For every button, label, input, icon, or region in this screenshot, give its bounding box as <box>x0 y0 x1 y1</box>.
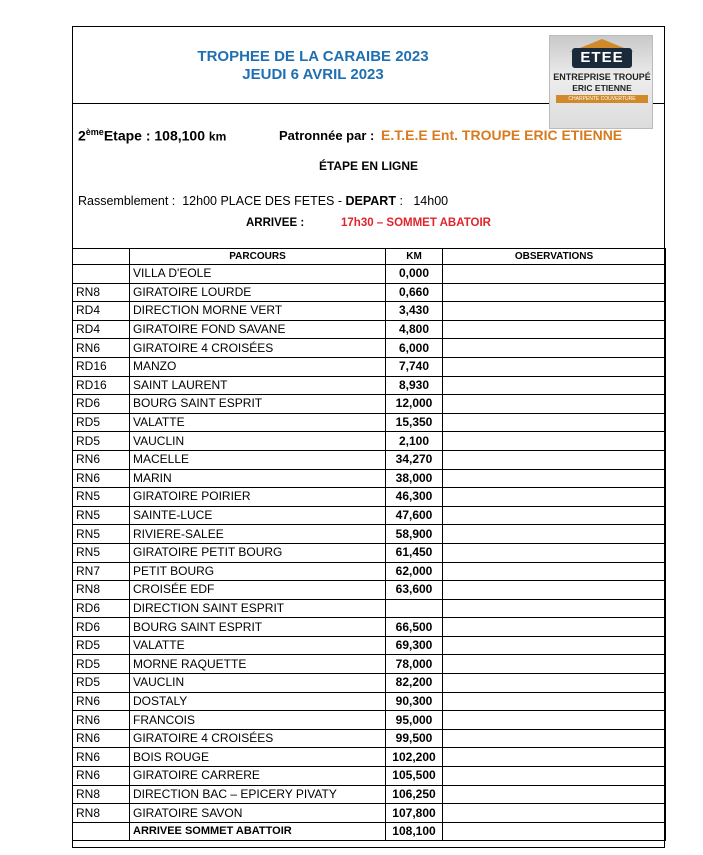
observation-cell <box>443 581 666 600</box>
place-cell: GIRATOIRE FOND SAVANE <box>130 320 386 339</box>
road-cell: RD4 <box>73 320 130 339</box>
observation-cell <box>443 711 666 730</box>
road-cell: RN6 <box>73 469 130 488</box>
km-cell: 62,000 <box>386 562 443 581</box>
table-row <box>73 618 666 637</box>
road-cell: RD5 <box>73 636 130 655</box>
place-cell: MARIN <box>130 469 386 488</box>
table-row <box>73 599 666 618</box>
stage-info <box>78 127 226 144</box>
place-cell: VALATTE <box>130 413 386 432</box>
place-cell: GIRATOIRE LOURDE <box>130 283 386 302</box>
stage-type: ÉTAPE EN LIGNE <box>318 159 419 173</box>
table-row <box>73 674 666 693</box>
place-cell: SAINT LAURENT <box>130 376 386 395</box>
place-cell: GIRATOIRE 4 CROISÉES <box>130 729 386 748</box>
table-row <box>73 357 666 376</box>
observation-cell <box>443 432 666 451</box>
km-cell: 38,000 <box>386 469 443 488</box>
observation-cell <box>443 767 666 786</box>
road-cell: RN6 <box>73 692 130 711</box>
table-row <box>73 822 666 841</box>
observation-cell <box>443 785 666 804</box>
observation-cell <box>443 636 666 655</box>
observation-cell <box>443 469 666 488</box>
place-cell: VAUCLIN <box>130 432 386 451</box>
km-cell: 58,900 <box>386 525 443 544</box>
observation-cell <box>443 302 666 321</box>
observation-cell <box>443 413 666 432</box>
logo-line2: ERIC ETIENNE <box>572 83 632 93</box>
road-cell: RD16 <box>73 376 130 395</box>
table-row <box>73 265 666 284</box>
stage-label: Etape : <box>103 127 151 144</box>
place-cell: DIRECTION MORNE VERT <box>130 302 386 321</box>
observation-cell <box>443 543 666 562</box>
km-cell: 15,350 <box>386 413 443 432</box>
table-row <box>73 692 666 711</box>
observation-cell <box>443 692 666 711</box>
observation-cell <box>443 748 666 767</box>
rassemblement-label: Rassemblement : <box>78 194 176 208</box>
place-cell: VAUCLIN <box>130 674 386 693</box>
depart-colon: : <box>399 194 403 208</box>
place-cell: PETIT BOURG <box>130 562 386 581</box>
table-row <box>73 711 666 730</box>
arrivee-value: 17h30 – SOMMET ABATOIR <box>341 217 491 229</box>
observation-cell <box>443 674 666 693</box>
table-row <box>73 562 666 581</box>
table-row <box>73 488 666 507</box>
table-row <box>73 767 666 786</box>
observation-cell <box>443 822 666 841</box>
km-cell: 66,500 <box>386 618 443 637</box>
road-cell: RD5 <box>73 655 130 674</box>
observation-cell <box>443 506 666 525</box>
observation-cell <box>443 376 666 395</box>
table-row <box>73 543 666 562</box>
road-cell: RD5 <box>73 432 130 451</box>
observation-cell <box>443 339 666 358</box>
place-cell: VALATTE <box>130 636 386 655</box>
road-cell: RN6 <box>73 339 130 358</box>
observation-cell <box>443 618 666 637</box>
table-row <box>73 655 666 674</box>
route-table <box>72 248 666 841</box>
table-row <box>73 581 666 600</box>
road-cell: RN6 <box>73 748 130 767</box>
km-cell: 2,100 <box>386 432 443 451</box>
header-observations: OBSERVATIONS <box>443 249 666 265</box>
road-cell: RN6 <box>73 767 130 786</box>
km-cell: 107,800 <box>386 804 443 823</box>
km-cell: 46,300 <box>386 488 443 507</box>
observation-cell <box>443 320 666 339</box>
observation-cell <box>443 265 666 284</box>
place-cell: MACELLE <box>130 450 386 469</box>
table-row <box>73 729 666 748</box>
table-row <box>73 413 666 432</box>
place-cell: BOIS ROUGE <box>130 748 386 767</box>
place-cell: BOURG SAINT ESPRIT <box>130 618 386 637</box>
road-cell: RN8 <box>73 804 130 823</box>
place-cell: DIRECTION BAC – EPICERY PIVATY <box>130 785 386 804</box>
km-cell: 0,660 <box>386 283 443 302</box>
km-cell: 12,000 <box>386 395 443 414</box>
table-row <box>73 748 666 767</box>
sponsor-label: Patronnée par : <box>279 128 375 143</box>
observation-cell <box>443 283 666 302</box>
place-cell: SAINTE-LUCE <box>130 506 386 525</box>
km-cell: 78,000 <box>386 655 443 674</box>
table-row <box>73 432 666 451</box>
table-row <box>73 283 666 302</box>
event-date: JEUDI 6 AVRIL 2023 <box>242 66 384 83</box>
observation-cell <box>443 599 666 618</box>
road-cell <box>73 822 130 841</box>
observation-cell <box>443 525 666 544</box>
place-cell: GIRATOIRE 4 CROISÉES <box>130 339 386 358</box>
place-cell: GIRATOIRE CARRERE <box>130 767 386 786</box>
road-cell: RD16 <box>73 357 130 376</box>
place-cell: ARRIVEE SOMMET ABATTOIR <box>130 822 386 841</box>
table-row <box>73 525 666 544</box>
place-cell: MANZO <box>130 357 386 376</box>
road-cell: RN8 <box>73 581 130 600</box>
place-cell: RIVIERE-SALEE <box>130 525 386 544</box>
place-cell: MORNE RAQUETTE <box>130 655 386 674</box>
km-cell: 61,450 <box>386 543 443 562</box>
road-cell: RN5 <box>73 543 130 562</box>
table-row <box>73 320 666 339</box>
km-cell: 34,270 <box>386 450 443 469</box>
km-cell: 102,200 <box>386 748 443 767</box>
observation-cell <box>443 450 666 469</box>
table-row <box>73 804 666 823</box>
road-cell: RN8 <box>73 785 130 804</box>
sponsor-logo <box>549 35 653 129</box>
table-row <box>73 339 666 358</box>
road-cell: RN6 <box>73 729 130 748</box>
road-cell: RD6 <box>73 599 130 618</box>
table-row <box>73 302 666 321</box>
road-cell: RN5 <box>73 488 130 507</box>
km-cell: 99,500 <box>386 729 443 748</box>
observation-cell <box>443 488 666 507</box>
header-band <box>73 27 664 104</box>
km-cell: 69,300 <box>386 636 443 655</box>
place-cell: VILLA D'EOLE <box>130 265 386 284</box>
km-cell: 82,200 <box>386 674 443 693</box>
road-cell: RN6 <box>73 450 130 469</box>
km-cell: 47,600 <box>386 506 443 525</box>
km-cell: 63,600 <box>386 581 443 600</box>
road-cell: RD4 <box>73 302 130 321</box>
km-cell: 6,000 <box>386 339 443 358</box>
stage-number: 2 <box>78 127 86 144</box>
table-row <box>73 785 666 804</box>
stage-distance: 108,100 <box>154 127 205 144</box>
observation-cell <box>443 395 666 414</box>
place-cell: FRANCOIS <box>130 711 386 730</box>
place-cell: GIRATOIRE SAVON <box>130 804 386 823</box>
depart-label: DEPART <box>345 194 396 208</box>
observation-cell <box>443 357 666 376</box>
road-cell: RN5 <box>73 525 130 544</box>
observation-cell <box>443 655 666 674</box>
km-cell: 4,800 <box>386 320 443 339</box>
sponsor-name: E.T.E.E Ent. TROUPE ERIC ETIENNE <box>381 127 623 143</box>
km-cell: 105,500 <box>386 767 443 786</box>
logo-line1: ENTREPRISE TROUPÉ <box>553 72 651 82</box>
rassemblement-line <box>78 194 448 208</box>
road-cell: RN5 <box>73 506 130 525</box>
km-cell: 106,250 <box>386 785 443 804</box>
place-cell: CROISÉE EDF <box>130 581 386 600</box>
table-row <box>73 469 666 488</box>
km-cell <box>386 599 443 618</box>
place-cell: DIRECTION SAINT ESPRIT <box>130 599 386 618</box>
road-cell: RN7 <box>73 562 130 581</box>
place-cell: GIRATOIRE POIRIER <box>130 488 386 507</box>
header-road <box>73 249 130 265</box>
km-cell: 95,000 <box>386 711 443 730</box>
km-cell: 8,930 <box>386 376 443 395</box>
road-cell <box>73 265 130 284</box>
road-cell: RD6 <box>73 618 130 637</box>
road-cell: RD5 <box>73 674 130 693</box>
table-row <box>73 395 666 414</box>
observation-cell <box>443 804 666 823</box>
km-cell: 0,000 <box>386 265 443 284</box>
header-parcours: PARCOURS <box>130 249 386 265</box>
rassemblement-value: 12h00 PLACE DES FETES - <box>182 194 343 208</box>
km-cell: 108,100 <box>386 822 443 841</box>
depart-time: 14h00 <box>413 194 449 208</box>
table-row <box>73 636 666 655</box>
observation-cell <box>443 562 666 581</box>
km-cell: 90,300 <box>386 692 443 711</box>
km-cell: 7,740 <box>386 357 443 376</box>
road-cell: RD5 <box>73 413 130 432</box>
table-row <box>73 376 666 395</box>
stage-unit: km <box>208 129 227 144</box>
arrivee-label: ARRIVEE : <box>246 217 305 229</box>
road-cell: RD6 <box>73 395 130 414</box>
place-cell: BOURG SAINT ESPRIT <box>130 395 386 414</box>
header-km: KM <box>386 249 443 265</box>
stage-number-suffix: ème <box>85 127 104 137</box>
table-header-row <box>73 249 666 265</box>
km-cell: 3,430 <box>386 302 443 321</box>
table-row <box>73 506 666 525</box>
event-title: TROPHEE DE LA CARAIBE 2023 <box>197 48 429 65</box>
observation-cell <box>443 729 666 748</box>
place-cell: GIRATOIRE PETIT BOURG <box>130 543 386 562</box>
road-cell: RN6 <box>73 711 130 730</box>
logo-monogram: ETEE <box>572 48 632 68</box>
table-row <box>73 450 666 469</box>
road-cell: RN8 <box>73 283 130 302</box>
place-cell: DOSTALY <box>130 692 386 711</box>
logo-line3: CHARPENTE COUVERTURE <box>556 95 648 103</box>
